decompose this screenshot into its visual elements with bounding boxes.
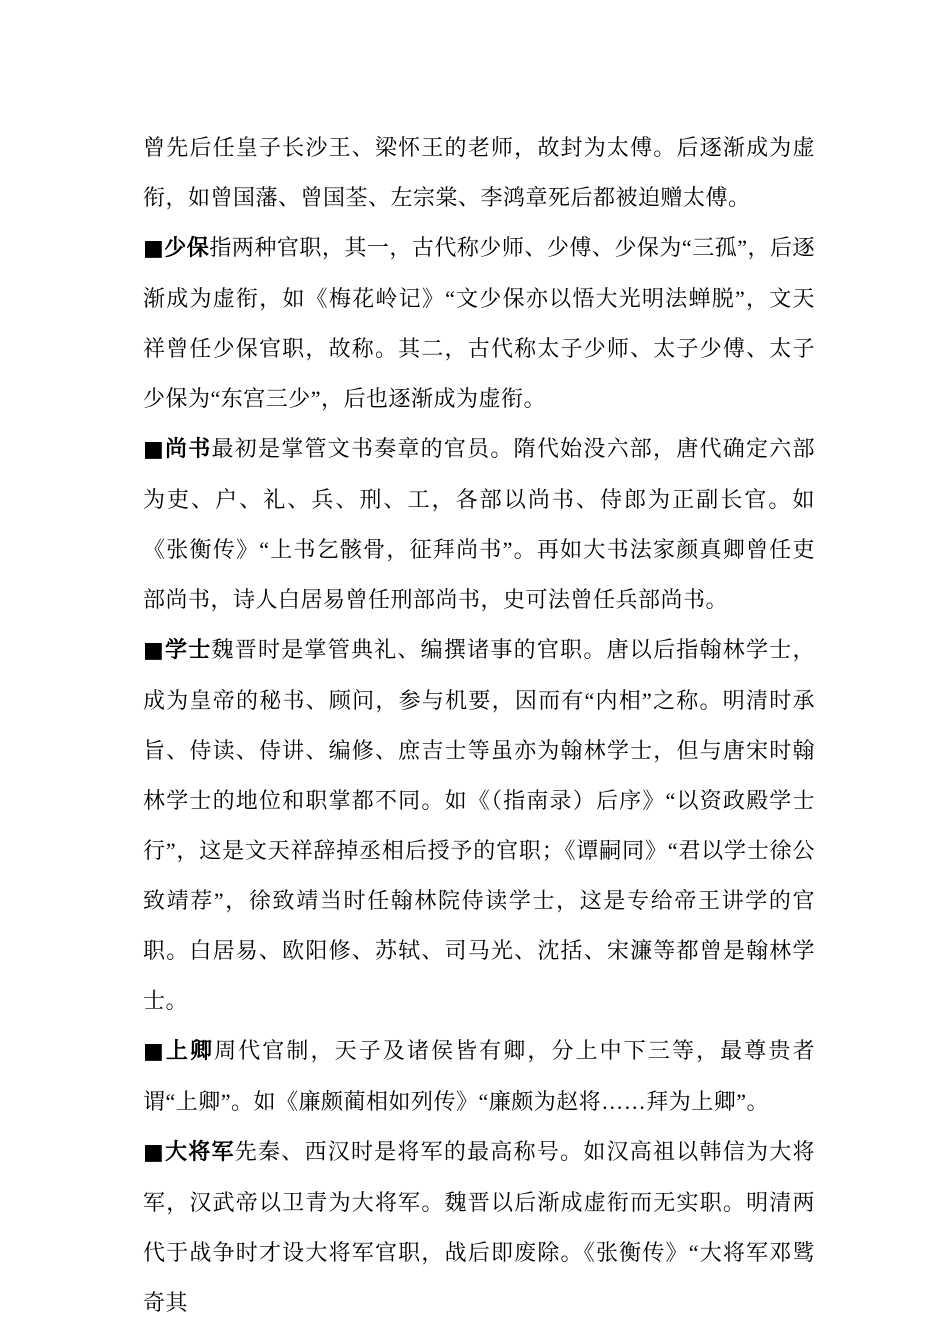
term-text: 少保 bbox=[164, 235, 210, 260]
paragraph-text: 指两种官职，其一，古代称少师、少傅、少保为“三孤”，后逐渐成为虚衔，如《梅花岭记》“文少保亦以悟大光明法蝉脱”，文天祥曾任少保官职，故称。其二，古代称太子少师、太子少傅、太子少保为“东宫三少”，后也逐渐成为虚衔。 bbox=[143, 235, 815, 411]
term-label bbox=[143, 1139, 235, 1164]
paragraph-dajiangjun bbox=[143, 1127, 815, 1328]
document-body bbox=[143, 123, 815, 1328]
paragraph-text: 曾先后任皇子长沙王、梁怀王的老师，故封为太傅。后逐渐成为虚衔，如曾国藩、曾国荃、左宗棠、李鸿章死后都被迫赠太傅。 bbox=[143, 135, 815, 210]
term-text: 大将军 bbox=[165, 1139, 235, 1164]
paragraph-text: 魏晋时是掌管典礼、编撰诸事的官职。唐以后指翰林学士，成为皇帝的秘书、顾问，参与机要，因而有“内相”之称。明清时承旨、侍读、侍讲、编修、庶吉士等虽亦为翰林学士，但与唐宋时翰林学士的地位和职掌都不同。如《（指南录）后序》“以资政殿学士行”，这是文天祥辞掉丞相后授予的官职；《谭嗣同》“君以学士徐公致靖荐”，徐致靖当时任翰林院侍读学士，这是专给帝王讲学的官职。白居易、欧阳修、苏轼、司马光、沈括、宋濂等都曾是翰林学士。 bbox=[143, 637, 815, 1013]
term-label bbox=[143, 436, 212, 461]
paragraph-shangshu bbox=[143, 424, 815, 625]
square-bullet-icon: ■ bbox=[143, 638, 166, 663]
paragraph-shangqing bbox=[143, 1026, 815, 1127]
term-text: 学士 bbox=[165, 637, 212, 662]
paragraph-text: 先秦、西汉时是将军的最高称号。如汉高祖以韩信为大将军，汉武帝以卫青为大将军。魏晋以后渐成虚衔而无实职。明清两代于战争时才设大将军官职，战后即废除。《张衡传》“大将军邓骘奇其 bbox=[143, 1139, 815, 1315]
square-bullet-icon: ■ bbox=[143, 437, 166, 462]
paragraph-xueshi bbox=[143, 625, 815, 1026]
term-text: 尚书 bbox=[165, 436, 212, 461]
term-label bbox=[143, 1038, 214, 1063]
term-label bbox=[143, 637, 212, 662]
square-bullet-icon: ■ bbox=[143, 1039, 166, 1064]
square-bullet-icon: ■ bbox=[143, 236, 165, 261]
square-bullet-icon: ■ bbox=[143, 1140, 166, 1165]
paragraph-text: 最初是掌管文书奏章的官员。隋代始没六部，唐代确定六部为吏、户、礼、兵、刑、工，各部以尚书、侍郎为正副长官。如《张衡传》“上书乞骸骨，征拜尚书”。再如大书法家颜真卿曾任吏部尚书，诗人白居易曾任刑部尚书，史可法曾任兵部尚书。 bbox=[143, 436, 815, 612]
paragraph-text: 周代官制，天子及诸侯皆有卿，分上中下三等，最尊贵者谓“上卿”。如《廉颇蔺相如列传》“廉颇为赵将……拜为上卿”。 bbox=[143, 1038, 815, 1114]
term-label bbox=[143, 235, 209, 260]
term-text: 上卿 bbox=[165, 1038, 215, 1063]
paragraph-shaobao bbox=[143, 223, 815, 424]
paragraph-taifu-continuation bbox=[143, 123, 815, 223]
